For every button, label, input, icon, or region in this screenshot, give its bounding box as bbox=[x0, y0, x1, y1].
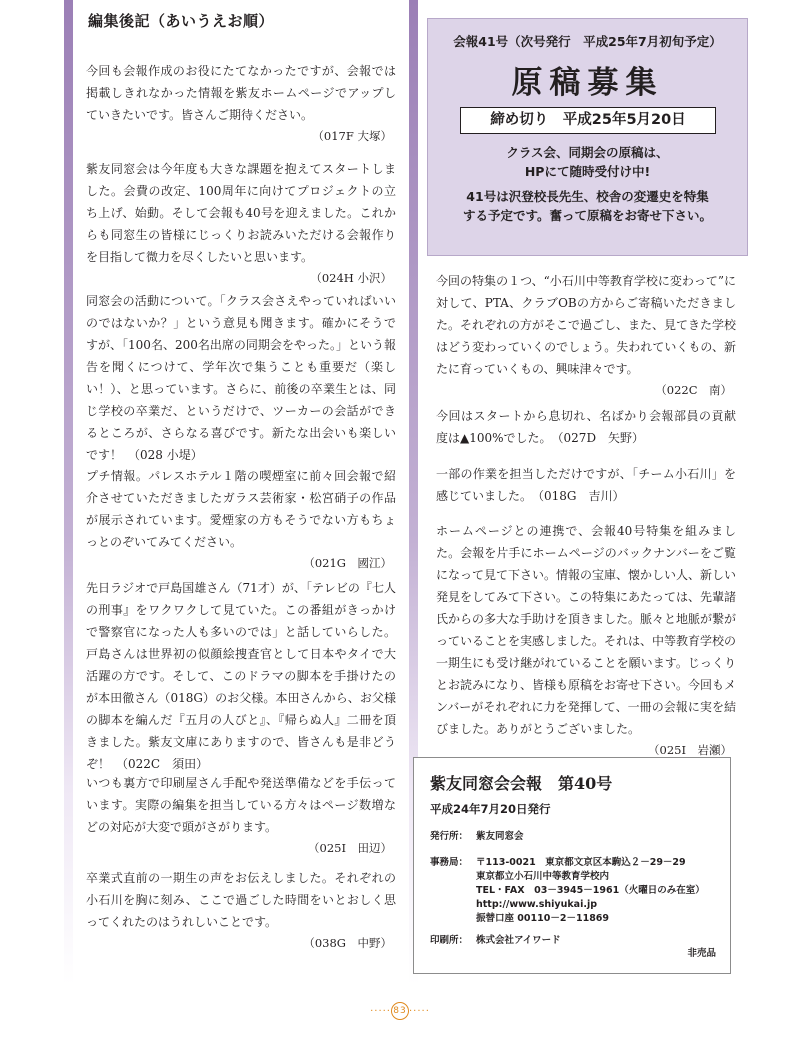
office-address: 〒113-0021 東京都文京区本駒込２－29－29 bbox=[476, 857, 686, 868]
editor-note-signature: （025I 岩瀬） bbox=[648, 743, 732, 757]
manuscript-call-title: 原稿募集 bbox=[511, 65, 664, 101]
editor-note bbox=[436, 270, 736, 400]
recruit-line: 41号は沢登校長先生、校舎の変遷史を特集 bbox=[466, 189, 709, 204]
editor-note bbox=[436, 520, 736, 760]
editor-note bbox=[86, 60, 396, 146]
publisher-name: 紫友同窓会 bbox=[476, 831, 524, 842]
editor-note bbox=[86, 158, 396, 288]
colophon-box bbox=[413, 757, 731, 974]
editor-note-text: プチ情報。パレスホテル１階の喫煙室に前々回会報で紹介させていただきましたガラス芸術家・松宮硝子の作品が展示されています。愛煙家の方もそうでない方もちょっとのぞいてみてください。 bbox=[86, 469, 396, 549]
editor-note-text: ホームページとの連携で、会報40号特集を組みました。会報を片手にホームページのバックナンバーをご覧になって見て下さい。情報の宝庫、懐かしい人、新しい発見をしてみて下さい。この特集にあたっては、先輩諸氏からの多大な手助けを頂きました。脈々と地脈が繋がっていることを実感しました。それは、中等教育学校の一期生にも受け継がれていることを願います。じっくりとお読みになり、皆様も原稿をお寄せ下さい。今回もメンバーがそれぞれに力を発揮して、一冊の会報に実を結びました。ありがとうございました。 bbox=[436, 524, 737, 736]
editor-notes-heading: 編集後記（あいうえお順） bbox=[88, 12, 275, 30]
manuscript-call-box bbox=[427, 18, 748, 256]
editor-note-text: 一部の作業を担当しただけですが、「チーム小石川」を感じていました。 （018G 吉川） bbox=[436, 467, 736, 503]
left-column-rule bbox=[64, 0, 73, 985]
editor-note-signature: （017F 大塚） bbox=[312, 129, 392, 143]
editor-note-text: 同窓会の活動について。「クラス会さえやっていればいいのではないか？」という意見も聞きます。確かにそうですが、「100名、200名出席の同期会をやった。」という報告を聞くにつけて、学年次で集うことも重要だ（楽しい！）、と思っています。さらに、前後の卒業生とは、同じ学校の卒業だ、というだけで、ツーカーの会話ができるところが、さらなる喜びです。新たな出会いも楽しいです！ （028 小堤） bbox=[86, 294, 396, 462]
recruit-line: クラス会、同期会の原稿は、 bbox=[506, 145, 669, 160]
editor-note bbox=[86, 290, 396, 466]
page-number-circle: 83 bbox=[391, 1002, 409, 1020]
editor-note-text: 今回はスタートから息切れ、名ばかり会報部員の貢献度は▲100%でした。 （027D 矢野） bbox=[436, 409, 736, 445]
editor-note-signature: （024H 小沢） bbox=[310, 271, 392, 285]
office-school: 東京都立小石川中等教育学校内 bbox=[476, 871, 610, 882]
editor-note-signature: （022C 南） bbox=[655, 383, 732, 397]
editor-note bbox=[436, 463, 736, 507]
editor-note-text: 今回の特集の１つ、“小石川中等教育学校に変わって”に対して、PTA、クラブOBの方からご寄稿いただきました。それぞれの方がそこで過ごし、また、見てきた学校はどう変わっていくのでしょう。失われていくもの、新たに育っていくもの、興味津々です。 bbox=[436, 274, 737, 376]
editor-note-text: いつも裏方で印刷屋さん手配や発送準備などを手伝っています。実際の編集を担当している方々はページ数増などの対応が大変で頭がさがります。 bbox=[86, 776, 396, 834]
editor-note-signature: （021G 國江） bbox=[303, 556, 392, 570]
page-number bbox=[365, 1002, 435, 1020]
office-label: 事務局： bbox=[430, 857, 469, 868]
recruit-line: する予定です。奮って原稿をお寄せ下さい。 bbox=[462, 208, 712, 223]
editor-note-signature: （038G 中野） bbox=[303, 936, 392, 950]
editor-note-text: 先日ラジオで戸島国雄さん（71才）が、「テレビの『七人の刑事』をワクワクして見ていた。この番組がきっかけで警察官になった人も多いのでは」と話していらした。戸島さんは世界初の似顔絵捜査官として日本やタイで大活躍の方です。そして、このドラマの脚本を手掛けたのが本田徹さん（018G）のお父様。本田さんから、お父様の脚本を編んだ『五月の人びと』、『帰らぬ人』二冊を頂きました。紫友文庫にありますので、皆さんも是非どうぞ！ （022C 須田） bbox=[86, 581, 396, 771]
dot-ornament: ····· bbox=[409, 1006, 430, 1017]
dot-ornament: ····· bbox=[370, 1006, 391, 1017]
editor-note bbox=[86, 867, 396, 953]
editor-note-signature: （025I 田辺） bbox=[308, 841, 392, 855]
issue-date: 平成24年7月20日発行 bbox=[430, 802, 551, 816]
editor-note-text: 紫友同窓会は今年度も大きな課題を抱えてスタートしました。会費の改定、100周年に向けてプロジェクトの立ち上げ、始動。そして会報も40号を迎えました。これからも同窓生の皆様にじっくりお読みいただける会報作りを目指して微力を尽くしたいと思います。 bbox=[86, 162, 396, 264]
editor-note bbox=[436, 405, 736, 449]
deadline-badge: 締め切り 平成25年5月20日 bbox=[460, 107, 716, 134]
editor-note bbox=[86, 577, 396, 775]
printer-label: 印刷所： bbox=[430, 935, 469, 946]
recruit-line: HPにて随時受付け中! bbox=[524, 164, 651, 179]
editor-note bbox=[86, 465, 396, 573]
bulletin-title: 紫友同窓会会報 第40号 bbox=[430, 774, 613, 793]
publisher-label: 発行所： bbox=[430, 831, 469, 842]
editor-note bbox=[86, 772, 396, 858]
office-website: http://www.shiyukai.jp bbox=[476, 899, 597, 910]
not-for-sale-note: 非売品 bbox=[687, 948, 716, 959]
editor-note-text: 今回も会報作成のお役にたてなかったですが、会報では掲載しきれなかった情報を紫友ホームページでアップしていきたいです。皆さんご期待ください。 bbox=[86, 64, 396, 122]
office-phone: TEL・FAX 03－3945－1961（火曜日のみ在室） bbox=[476, 885, 705, 896]
next-issue-note: 会報41号（次号発行 平成25年7月初旬予定） bbox=[453, 34, 722, 49]
printer-name: 株式会社アイワード bbox=[476, 935, 561, 946]
office-transfer-account: 振替口座 00110－2－11869 bbox=[476, 913, 610, 924]
editor-note-text: 卒業式直前の一期生の声をお伝えしました。それぞれの小石川を胸に刻み、ここで過ごした時間をいとおしく思ってくれたのはうれしいことです。 bbox=[86, 871, 396, 929]
